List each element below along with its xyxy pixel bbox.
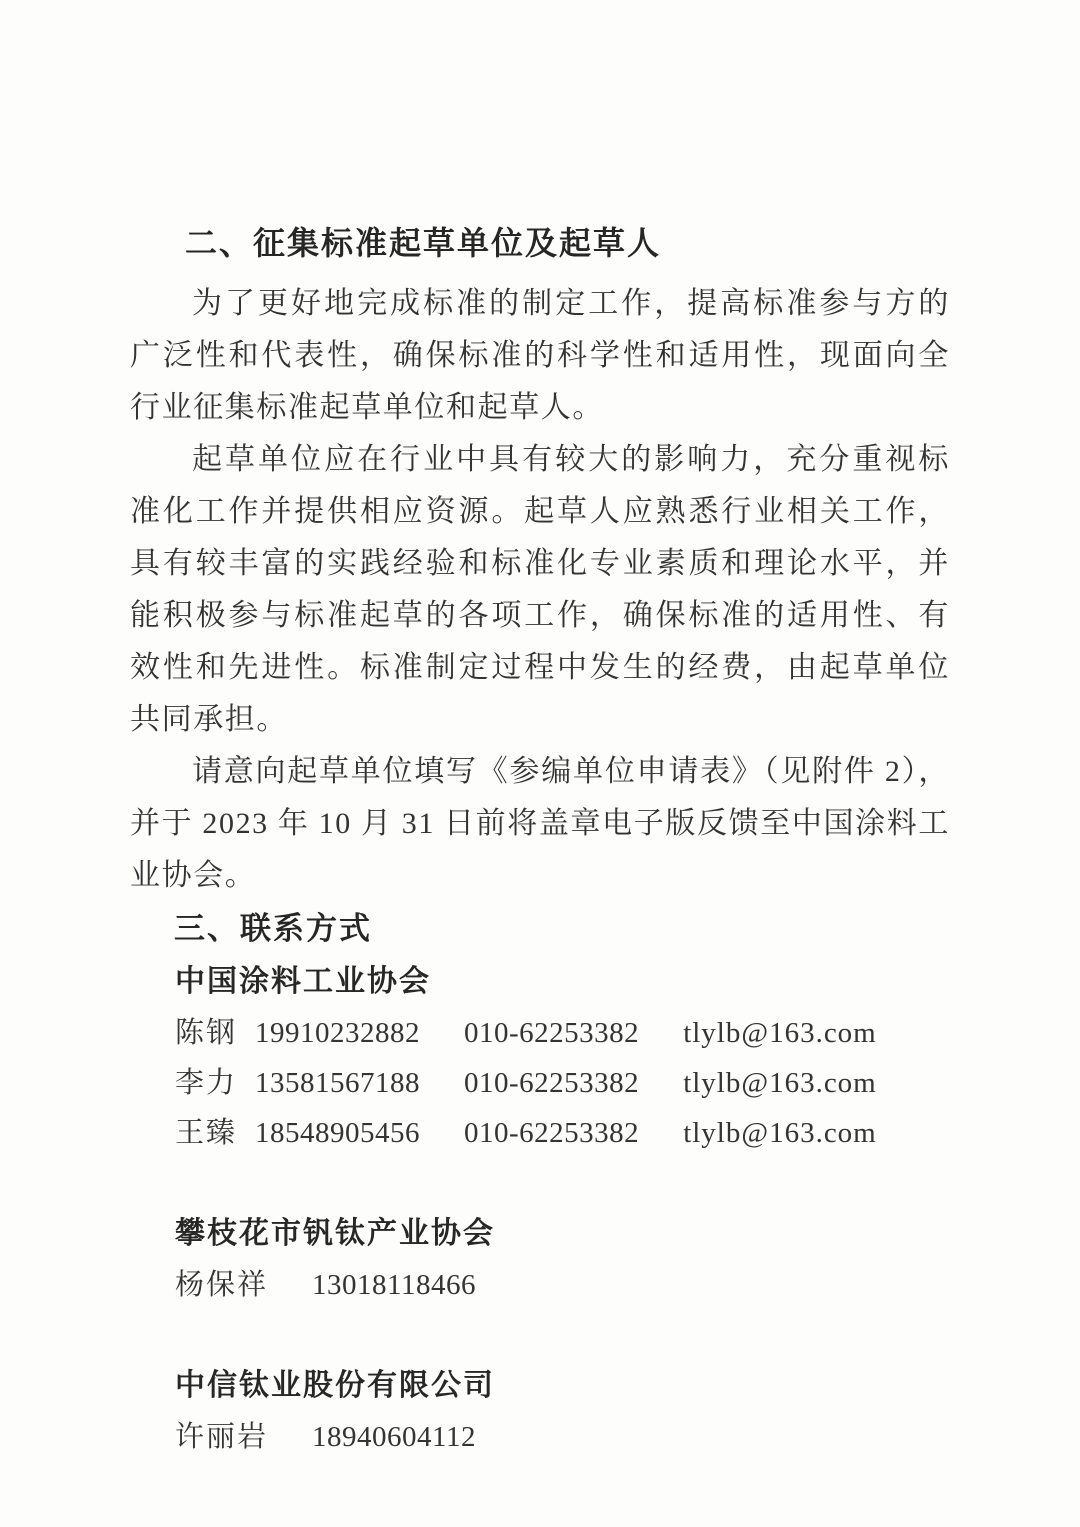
contact-phone: 010-62253382 (464, 1117, 640, 1149)
section-2-paragraph-1: 为了更好地完成标准的制定工作，提高标准参与方的广泛性和代表性，确保标准的科学性和适用性，现面向全行业征集标准起草单位和起草人。 (130, 287, 950, 424)
organization-name: 攀枝花市钒钛产业协会 (175, 1217, 495, 1250)
section-2-paragraph-3: 请意向起草单位填写《参编单位申请表》（见附件 2），并于 2023 年 10 月 31 日前将盖章电子版反馈至中国涂料工业协会。 (130, 755, 950, 892)
section-2-heading: 二、征集标准起草单位及起草人 (185, 225, 662, 261)
contact-phone: 010-62253382 (464, 1067, 640, 1099)
contact-name: 李力 (175, 1067, 238, 1099)
document-content (130, 216, 950, 1462)
contact-row (175, 1412, 950, 1462)
contact-row (175, 1108, 950, 1158)
contact-row (175, 1260, 950, 1310)
contact-mobile: 13018118466 (312, 1269, 476, 1301)
section-3-heading: 三、联系方式 (174, 911, 372, 946)
contact-row (175, 1008, 950, 1058)
organization-name: 中国涂料工业协会 (175, 965, 431, 998)
contact-mobile: 18940604112 (312, 1421, 476, 1453)
contact-mobile: 19910232882 (255, 1017, 421, 1049)
contact-phone: 010-62253382 (464, 1017, 640, 1049)
contact-email: tlylb@163.com (683, 1067, 877, 1099)
organization-name: 中信钛业股份有限公司 (175, 1369, 495, 1402)
organization-block-cncia (130, 956, 950, 1158)
organization-block-citic (130, 1360, 950, 1462)
contact-name: 陈钢 (175, 1017, 238, 1049)
organization-block-panzhihua (130, 1208, 950, 1310)
section-2-paragraph-2: 起草单位应在行业中具有较大的影响力，充分重视标准化工作并提供相应资源。起草人应熟悉行业相关工作，具有较丰富的实践经验和标准化专业素质和理论水平，并能积极参与标准起草的各项工作，确保标准的适用性、有效性和先进性。标准制定过程中发生的经费，由起草单位共同承担。 (130, 443, 950, 736)
contact-name: 许丽岩 (175, 1421, 269, 1453)
contact-mobile: 13581567188 (255, 1067, 421, 1099)
contact-email: tlylb@163.com (683, 1117, 877, 1149)
contact-name: 王臻 (175, 1117, 238, 1149)
contact-row (175, 1058, 950, 1108)
contact-email: tlylb@163.com (683, 1017, 877, 1049)
contact-name: 杨保祥 (175, 1269, 269, 1301)
contact-mobile: 18548905456 (255, 1117, 421, 1149)
